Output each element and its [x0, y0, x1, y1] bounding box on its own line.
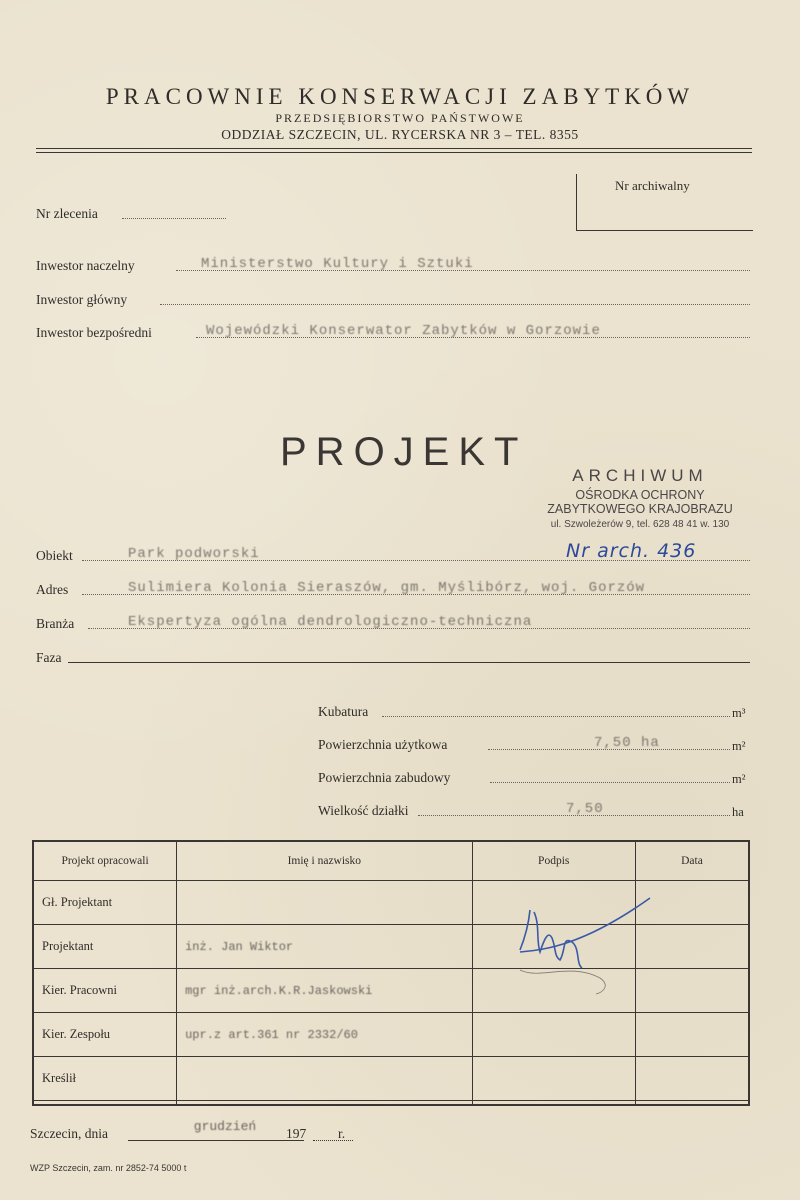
name-cell: mgr inż.arch.K.R.Jaskowski	[177, 969, 472, 1013]
address-value: Sulimiera Kolonia Sieraszów, gm. Myślibórz, woj. Gorzów	[128, 580, 646, 596]
plot-size-label: Wielkość działki	[318, 803, 409, 818]
direct-investor-field	[36, 321, 750, 341]
order-number-field	[36, 202, 226, 222]
org-type: PRZEDSIĘBIORSTWO PAŃSTWOWE	[275, 111, 525, 125]
dotted-line	[382, 715, 730, 717]
print-note: WZP Szczecin, zam. nr 2852-74 5000 t	[30, 1163, 187, 1173]
role-cell: Kier. Pracowni	[33, 969, 177, 1013]
kubatura-label: Kubatura	[318, 704, 369, 719]
header-rule-thin	[36, 152, 752, 153]
footer-r: r.	[338, 1126, 346, 1141]
branch-label: Branża	[36, 616, 75, 631]
archive-stamp	[520, 466, 760, 530]
header-rule	[36, 148, 752, 149]
chief-investor-field	[36, 254, 750, 274]
object-value: Park podworski	[128, 546, 260, 562]
branch-value: Ekspertyza ogólna dendrologiczno-techniczna	[128, 614, 533, 630]
address-label: Adres	[36, 582, 69, 597]
date-cell	[635, 1101, 749, 1105]
footer-city: Szczecin, dnia	[30, 1126, 108, 1141]
signature-cell	[472, 1101, 635, 1105]
org-address: ODDZIAŁ SZCZECIN, UL. RYCERSKA NR 3 – TEL. 8355	[221, 127, 579, 142]
page-title: PROJEKT	[280, 430, 528, 474]
usable-area-value: 7,50 ha	[594, 735, 660, 751]
table-header: Projekt opracowali	[33, 841, 177, 881]
phase-field	[36, 646, 750, 666]
name-cell: upr.z art.361 nr 2332/60	[177, 1013, 472, 1057]
name-cell	[177, 1101, 472, 1105]
chief-investor-value: Ministerstwo Kultury i Sztuki	[201, 256, 474, 272]
archive-number-box	[576, 174, 753, 231]
table-header-row	[33, 841, 749, 881]
table-header: Podpis	[472, 841, 635, 881]
plot-size-value: 7,50	[566, 801, 604, 817]
phase-label: Faza	[36, 650, 62, 665]
branch-field	[36, 612, 750, 632]
name-cell: inż. Jan Wiktor	[177, 925, 472, 969]
order-number-label: Nr zlecenia	[36, 206, 98, 221]
handwritten-archive-number: Nr arch. 436	[566, 540, 697, 562]
footer-date	[30, 1119, 346, 1142]
plot-size-unit: ha	[732, 805, 744, 819]
built-area-label: Powierzchnia zabudowy	[318, 770, 451, 785]
handwritten-signature	[500, 890, 660, 1000]
footer-date-value: grudzień	[193, 1119, 257, 1134]
role-cell: Projektant	[33, 925, 177, 969]
dotted-line	[490, 781, 730, 783]
plot-size-field	[318, 799, 730, 819]
dotted-line	[160, 303, 750, 305]
object-label: Obiekt	[36, 548, 73, 563]
stamp-line-2: OŚRODKA OCHRONY	[575, 488, 705, 502]
archive-number-label: Nr archiwalny	[615, 178, 690, 193]
main-investor-field	[36, 288, 750, 308]
date-cell	[635, 1013, 749, 1057]
role-cell: Kreślił	[33, 1057, 177, 1101]
direct-investor-value: Wojewódzki Konserwator Zabytków w Gorzowie	[206, 323, 601, 339]
usable-area-field	[318, 733, 730, 753]
name-cell	[177, 1057, 472, 1101]
stamp-line-1: ARCHIWUM	[572, 466, 708, 485]
year-line	[313, 1140, 353, 1141]
usable-area-label: Powierzchnia użytkowa	[318, 737, 448, 752]
table-header: Data	[635, 841, 749, 881]
kubatura-unit: m³	[732, 706, 746, 720]
direct-investor-label: Inwestor bezpośredni	[36, 325, 152, 340]
name-cell	[177, 881, 472, 925]
built-area-unit: m²	[732, 772, 746, 786]
signature-cell	[472, 1013, 635, 1057]
main-investor-label: Inwestor główny	[36, 292, 128, 307]
table-row	[33, 1101, 749, 1105]
org-name: PRACOWNIE KONSERWACJI ZABYTKÓW	[105, 84, 695, 109]
chief-investor-label: Inwestor naczelny	[36, 258, 135, 273]
object-field	[36, 544, 750, 564]
table-header: Imię i nazwisko	[177, 841, 472, 881]
stamp-line-4: ul. Szwoleżerów 9, tel. 628 48 41 w. 130	[550, 519, 730, 530]
stamp-line-3: ZABYTKOWEGO KRAJOBRAZU	[547, 502, 733, 516]
role-cell: Gł. Projektant	[33, 881, 177, 925]
table-row	[33, 1057, 749, 1101]
footer-year: 197	[286, 1126, 307, 1141]
kubatura-field	[318, 700, 730, 720]
role-cell: Kier. Zespołu	[33, 1013, 177, 1057]
signature-cell	[472, 1057, 635, 1101]
built-area-field	[318, 766, 730, 786]
role-cell	[33, 1101, 177, 1105]
table-row	[33, 1013, 749, 1057]
date-cell	[635, 1057, 749, 1101]
date-line	[128, 1140, 304, 1141]
address-field	[36, 578, 750, 598]
usable-area-unit: m²	[732, 739, 746, 753]
solid-line	[68, 661, 750, 663]
dotted-line	[122, 217, 226, 219]
